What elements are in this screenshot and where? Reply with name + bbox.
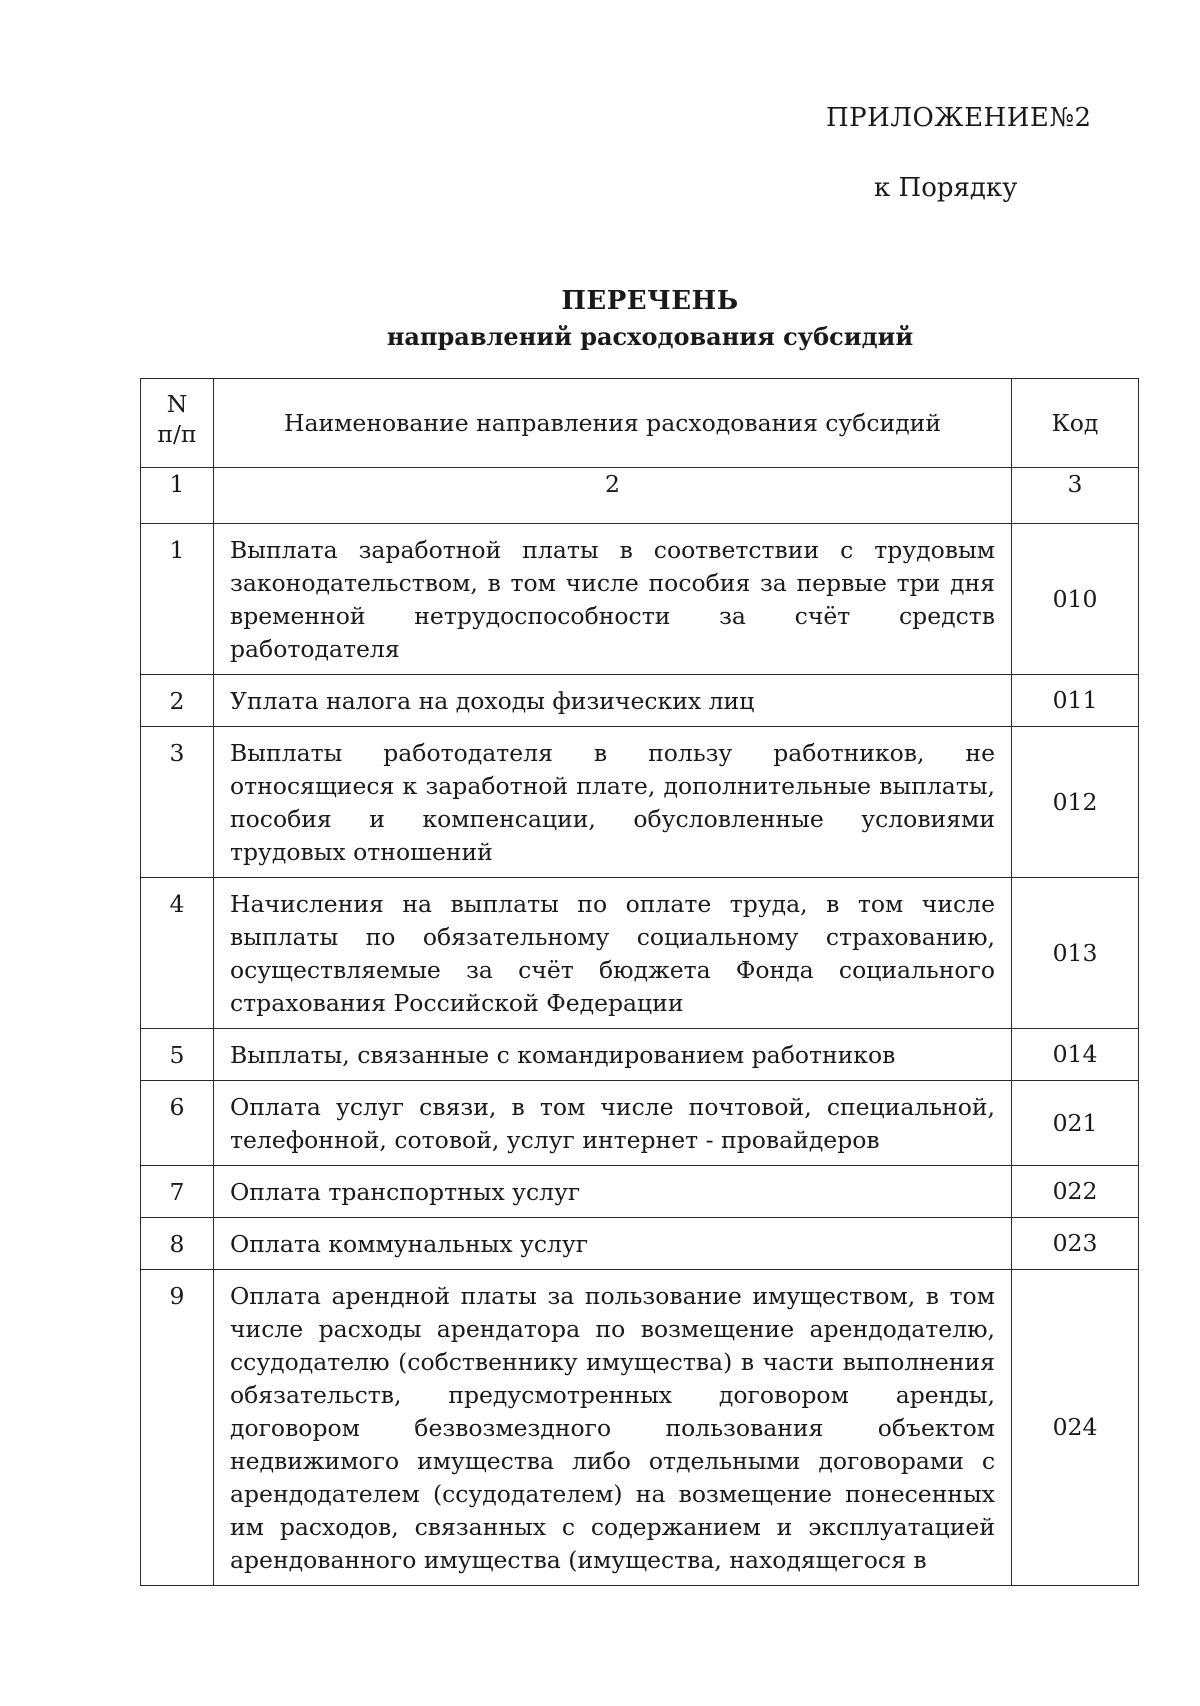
table-row bbox=[141, 524, 1139, 675]
row-name: Выплаты, связанные с командированием работников bbox=[214, 1029, 1012, 1081]
column-header-number-line2: п/п bbox=[157, 420, 197, 448]
row-number: 7 bbox=[141, 1166, 214, 1218]
table-row bbox=[141, 1029, 1139, 1081]
row-code: 021 bbox=[1012, 1081, 1139, 1166]
column-header-number bbox=[141, 379, 214, 468]
appendix-label: ПРИЛОЖЕНИЕ№2 bbox=[826, 103, 1092, 133]
row-number: 2 bbox=[141, 675, 214, 727]
table-row bbox=[141, 1270, 1139, 1586]
document-subtitle: направлений расходования субсидий bbox=[386, 322, 914, 351]
row-name: Начисления на выплаты по оплате труда, в том числе выплаты по обязательному социальному страхованию, осуществляемые за счёт бюджета Фонда социального страхования Российской Федерации bbox=[214, 878, 1012, 1029]
row-name: Оплата услуг связи, в том числе почтовой, специальной, телефонной, сотовой, услуг интернет - провайдеров bbox=[214, 1081, 1012, 1166]
table-row bbox=[141, 675, 1139, 727]
table-header-row bbox=[141, 379, 1139, 468]
to-order-label: к Порядку bbox=[874, 173, 1018, 203]
row-name: Оплата коммунальных услуг bbox=[214, 1218, 1012, 1270]
index-cell: 2 bbox=[214, 468, 1012, 524]
index-cell: 3 bbox=[1012, 468, 1139, 524]
row-code: 014 bbox=[1012, 1029, 1139, 1081]
row-name: Выплата заработной платы в соответствии с трудовым законодательством, в том числе пособия за первые три дня временной нетрудоспособности за счёт средств работодателя bbox=[214, 524, 1012, 675]
table-row bbox=[141, 1218, 1139, 1270]
row-number: 5 bbox=[141, 1029, 214, 1081]
row-number: 3 bbox=[141, 727, 214, 878]
index-cell: 1 bbox=[141, 468, 214, 524]
row-name: Оплата арендной платы за пользование имуществом, в том числе расходы арендатора по возмещение арендодателю, ссудодателю (собственнику имущества) в части выполнения обязательств, предусмотренных договором аренды, договором безвозмездного пользования объектом недвижимого имущества либо отдельными договорами с арендодателем (ссудодателем) на возмещение понесенных им расходов, связанных с содержанием и эксплуатацией арендованного имущества (имущества, находящегося в bbox=[214, 1270, 1012, 1586]
table-row bbox=[141, 1081, 1139, 1166]
row-code: 013 bbox=[1012, 878, 1139, 1029]
row-code: 023 bbox=[1012, 1218, 1139, 1270]
row-code: 012 bbox=[1012, 727, 1139, 878]
row-code: 022 bbox=[1012, 1166, 1139, 1218]
row-name: Уплата налога на доходы физических лиц bbox=[214, 675, 1012, 727]
row-number: 8 bbox=[141, 1218, 214, 1270]
row-number: 4 bbox=[141, 878, 214, 1029]
document-title: ПЕРЕЧЕНЬ bbox=[561, 286, 739, 316]
row-name: Выплаты работодателя в пользу работников, не относящиеся к заработной плате, дополнительные выплаты, пособия и компенсации, обусловленные условиями трудовых отношений bbox=[214, 727, 1012, 878]
column-header-code: Код bbox=[1012, 379, 1139, 468]
row-code: 010 bbox=[1012, 524, 1139, 675]
expenditure-table bbox=[140, 378, 1139, 1586]
table-row bbox=[141, 1166, 1139, 1218]
row-number: 1 bbox=[141, 524, 214, 675]
table-row bbox=[141, 727, 1139, 878]
table-row bbox=[141, 878, 1139, 1029]
row-code: 011 bbox=[1012, 675, 1139, 727]
column-header-name: Наименование направления расходования субсидий bbox=[214, 379, 1012, 468]
row-name: Оплата транспортных услуг bbox=[214, 1166, 1012, 1218]
row-number: 9 bbox=[141, 1270, 214, 1586]
row-code: 024 bbox=[1012, 1270, 1139, 1586]
column-header-number-line1: N bbox=[166, 390, 188, 418]
table-index-row bbox=[141, 468, 1139, 524]
row-number: 6 bbox=[141, 1081, 214, 1166]
